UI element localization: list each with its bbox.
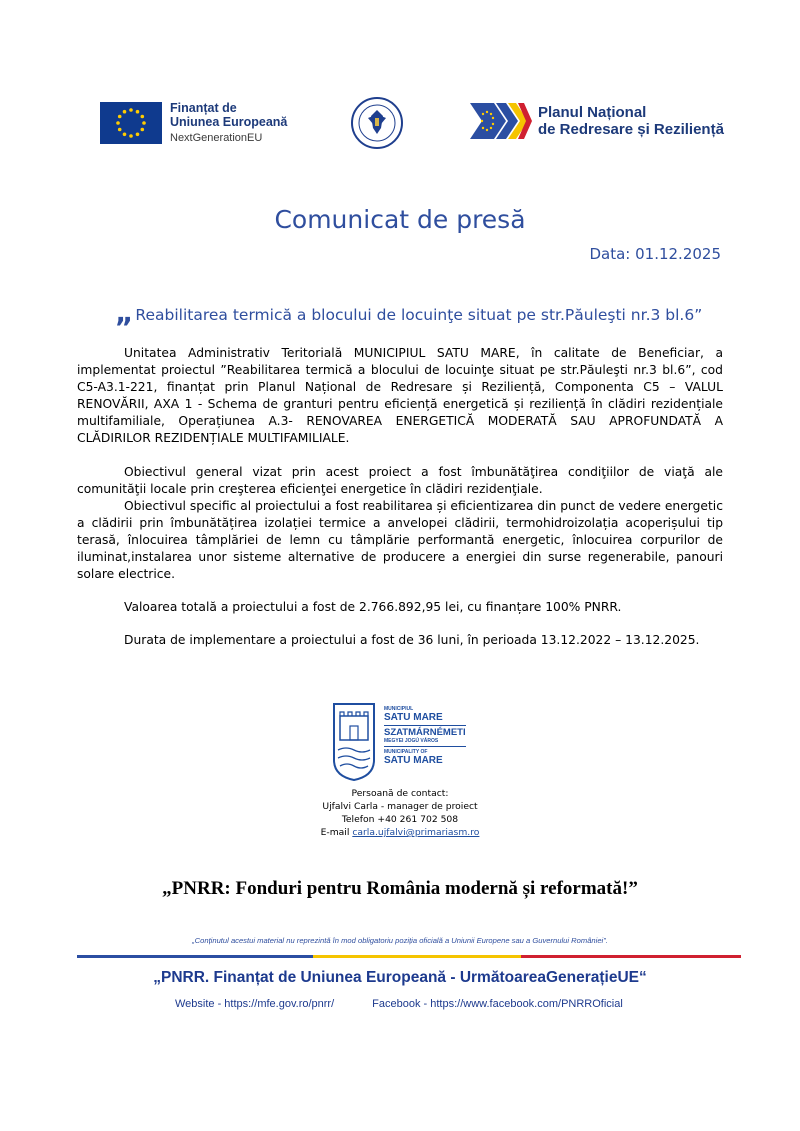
project-subtitle (115, 296, 702, 329)
project-subtitle-text: Reabilitarea termică a blocului de locuinţe situat pe str.Păuleşti nr.3 bl.6” (135, 306, 703, 324)
footer-disclaimer: „Conținutul acestui material nu reprezintă în mod obligatoriu poziția oficială a Uniunii Europene sau a Guvernului României”. (192, 936, 608, 945)
muni-line1: MUNICIPIUL (384, 706, 414, 712)
paragraph-duration: Durata de implementare a proiectului a fost de 36 luni, în perioada 13.12.2022 – 13.12.2025. (124, 633, 700, 648)
eu-funding-logo (100, 100, 287, 145)
tricolor-divider (77, 955, 741, 958)
paragraph-total-value: Valoarea totală a proiectului a fost de 2.766.892,95 lei, cu finanțare 100% PNRR. (124, 600, 622, 615)
email-link[interactable]: carla.ujfalvi@primariasm.ro (352, 827, 480, 838)
coat-of-arms-icon (332, 702, 376, 782)
eu-logo-line2: Uniunea Europeană (170, 115, 288, 130)
pnrr-flag-icon (470, 103, 532, 139)
press-body (77, 345, 723, 649)
press-date: Data: 01.12.2025 (589, 245, 721, 263)
muni-line5: MUNICIPALITY OF (384, 749, 428, 755)
muni-line2: SATU MARE (384, 712, 443, 723)
footer-title: „PNRR. Finanțat de Uniunea Europeană - UrmătoareaGenerațieUE“ (153, 969, 647, 986)
facebook-link[interactable]: Facebook - https://www.facebook.com/PNRROficial (372, 998, 623, 1010)
email-label: E-mail (320, 827, 350, 838)
government-seal-icon (350, 96, 404, 150)
page-title: Comunicat de presă (274, 205, 526, 234)
footer-links (175, 998, 623, 1010)
muni-line4: MEGYEI JOGÚ VÁROS (384, 738, 439, 744)
pnrr-logo (470, 103, 724, 139)
opening-quote: „ (115, 296, 134, 329)
pnrr-logo-line2: de Redresare și Reziliență (538, 121, 724, 138)
paragraph-general-objective: Obiectivul general vizat prin acest proiect a fost îmbunătăţirea condiţiilor de viaţă ale comunităţii locale prin creşterea eficienţei energetice în clădiri rezidenţiale. (77, 464, 723, 496)
website-link[interactable]: Website - https://mfe.gov.ro/pnrr/ (175, 998, 335, 1010)
eu-flag-icon (100, 102, 162, 144)
eu-logo-line1: Finanțat de (170, 100, 237, 115)
muni-line6: SATU MARE (384, 755, 443, 766)
muni-line3: SZATMÁRNÉMETI (384, 727, 466, 738)
paragraph-specific-objective: Obiectivul specific al proiectului a fost reabilitarea și eficientizarea din punct de vedere energetic a clădirii prin îmbunătățirea izolației termice a anvelopei clădirii, termohidroizolația acoperișului tip terasă, înlocuirea tâmplăriei de lemn cu tâmplărie performantă energetic, înlocuirea corpurilor de iluminat,instalarea unor sisteme alternative de producere a energiei din surse regenerabile, panouri solare electrice. (77, 498, 723, 582)
contact-phone: Telefon +40 261 702 508 (341, 814, 459, 825)
eu-logo-line3: NextGenerationEU (170, 131, 263, 144)
pnrr-slogan: „PNRR: Fonduri pentru România modernă și reformată!” (162, 878, 638, 899)
pnrr-logo-line1: Planul Național (538, 103, 647, 121)
paragraph-beneficiary: Unitatea Administrativ Teritorială MUNICIPIUL SATU MARE, în calitate de Beneficiar, a implementat proiectul ”Reabilitarea termică a blocului de locuinţe situat pe str.Păuleşti nr.3 bl.6”, cod C5-A3.1-221, finanțat prin Planul Național de Redresare și Reziliență, Componenta C5 – VALUL RENOVĂRII, AXA 1 - Schema de granturi pentru eficiență energetică și reziliență în clădiri rezidențiale multifamiliale, Operațiunea A.3- RENOVAREA ENERGETICĂ MODERATĂ SAU APROFUNDATĂ A CLĂDIRILOR REZIDENȚIALE MULTIFAMILIALE. (77, 346, 723, 446)
contact-label: Persoană de contact: (351, 788, 449, 799)
municipality-logo (332, 702, 472, 786)
contact-name: Ujfalvi Carla - manager de proiect (322, 801, 478, 812)
contact-block (0, 787, 800, 839)
